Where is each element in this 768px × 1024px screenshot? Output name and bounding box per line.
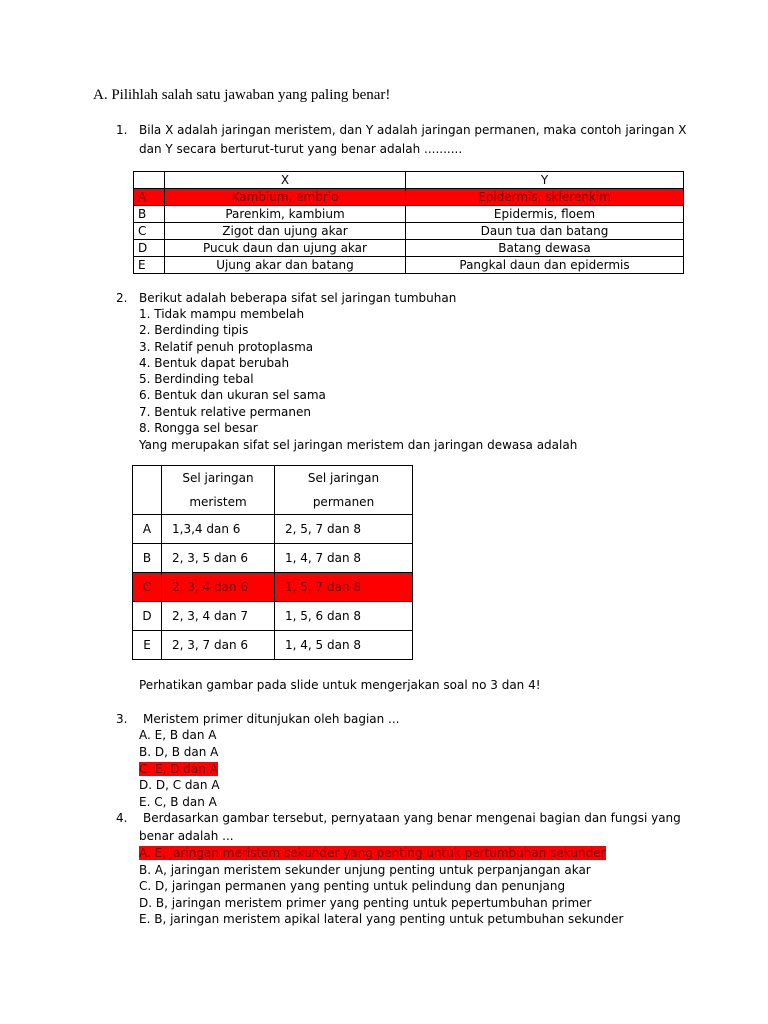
row-x: Parenkim, kambium bbox=[165, 206, 406, 223]
q3-text: Meristem primer ditunjukan oleh bagian ... bbox=[143, 712, 400, 726]
row-key: D bbox=[133, 602, 162, 631]
option-b[interactable] bbox=[139, 862, 623, 879]
q1-header-x: X bbox=[165, 172, 406, 189]
q3-number: 3. bbox=[116, 712, 128, 726]
table-row bbox=[133, 573, 413, 602]
row-permanen: 2, 5, 7 dan 8 bbox=[275, 515, 413, 544]
table-row bbox=[134, 257, 684, 274]
row-key: B bbox=[133, 544, 162, 573]
option-c[interactable] bbox=[139, 761, 220, 778]
option-e[interactable] bbox=[139, 911, 623, 928]
q4-number: 4. bbox=[116, 811, 128, 825]
option-c[interactable] bbox=[139, 878, 623, 895]
q2-header-permanen-line2: permanen bbox=[312, 495, 375, 509]
q1-header-y: Y bbox=[406, 172, 684, 189]
table-row bbox=[133, 515, 413, 544]
row-meristem: 2, 3, 4 dan 6 bbox=[162, 573, 275, 602]
option-text: E. C, B dan A bbox=[139, 795, 217, 810]
option-a[interactable] bbox=[139, 727, 220, 744]
row-meristem: 2, 3, 7 dan 6 bbox=[162, 631, 275, 660]
row-key: E bbox=[134, 257, 165, 274]
q1-text-line2: dan Y secara berturut-turut yang benar adalah .......... bbox=[139, 142, 463, 156]
list-item: 7. Bentuk relative permanen bbox=[139, 404, 311, 419]
q2-header-permanen-line1: Sel jaringan bbox=[307, 471, 380, 485]
option-text: D. B, jaringan meristem primer yang penting untuk pepertumbuhan primer bbox=[139, 895, 592, 910]
list-item: 5. Berdinding tebal bbox=[139, 372, 254, 387]
q1-number: 1. bbox=[116, 123, 128, 137]
q2-header-meristem bbox=[162, 466, 275, 515]
row-permanen: 1, 4, 7 dan 8 bbox=[275, 544, 413, 573]
table-row bbox=[134, 240, 684, 257]
q2-properties-list bbox=[139, 306, 326, 436]
table-row bbox=[133, 631, 413, 660]
table-row bbox=[133, 544, 413, 573]
option-text: A. E, B dan A bbox=[139, 728, 217, 742]
row-x: Ujung akar dan batang bbox=[165, 257, 406, 274]
option-a[interactable] bbox=[139, 845, 623, 862]
q2-header-permanen bbox=[275, 466, 413, 515]
q1-table bbox=[133, 171, 684, 274]
row-y: Epidermis, floem bbox=[406, 206, 684, 223]
row-meristem: 1,3,4 dan 6 bbox=[162, 515, 275, 544]
row-key: A bbox=[134, 189, 165, 206]
q2-text: Berikut adalah beberapa sifat sel jaringan tumbuhan bbox=[139, 291, 457, 305]
row-y: Pangkal daun dan epidermis bbox=[406, 257, 684, 274]
row-y: Epidermis, sklerenkim bbox=[406, 189, 684, 206]
q2-table-header bbox=[133, 466, 413, 515]
q1-header-key bbox=[134, 172, 165, 189]
list-item: 6. Bentuk dan ukuran sel sama bbox=[139, 388, 326, 403]
row-meristem: 2, 3, 4 dan 7 bbox=[162, 602, 275, 631]
section-heading: A. Pilihlah salah satu jawaban yang paling benar! bbox=[93, 87, 391, 103]
option-text-highlighted: A. E, jaringan meristem sekunder yang penting untuk pertumbuhan sekunder bbox=[139, 846, 606, 860]
row-key: D bbox=[134, 240, 165, 257]
list-item: 2. Berdinding tipis bbox=[139, 323, 249, 338]
list-item: 1. Tidak mampu membelah bbox=[139, 307, 305, 321]
q4-options bbox=[139, 845, 623, 928]
q2-number: 2. bbox=[116, 291, 128, 305]
table-row bbox=[134, 206, 684, 223]
row-x: Zigot dan ujung akar bbox=[165, 223, 406, 240]
q2-header-meristem-line2: meristem bbox=[189, 495, 247, 509]
row-key: A bbox=[133, 515, 162, 544]
q1-text-line1: Bila X adalah jaringan meristem, dan Y adalah jaringan permanen, maka contoh jaringan X bbox=[139, 123, 687, 137]
row-key: B bbox=[134, 206, 165, 223]
table-row bbox=[134, 223, 684, 240]
row-key: E bbox=[133, 631, 162, 660]
row-permanen: 1, 5, 7 dan 8 bbox=[275, 573, 413, 602]
q4-text-line1: Berdasarkan gambar tersebut, pernyataan yang benar mengenai bagian dan fungsi yang bbox=[143, 811, 681, 825]
option-b[interactable] bbox=[139, 744, 220, 761]
q3-options bbox=[139, 727, 220, 811]
row-permanen: 1, 5, 6 dan 8 bbox=[275, 602, 413, 631]
row-meristem: 2, 3, 5 dan 6 bbox=[162, 544, 275, 573]
q2-question: Yang merupakan sifat sel jaringan meristem dan jaringan dewasa adalah bbox=[139, 438, 578, 452]
option-text: E. B, jaringan meristem apikal lateral yang penting untuk petumbuhan sekunder bbox=[139, 912, 624, 926]
row-x: Pucuk daun dan ujung akar bbox=[165, 240, 406, 257]
option-text-highlighted: C. E, D dan A bbox=[139, 761, 218, 776]
row-x: Kambium, embrio bbox=[165, 189, 406, 206]
table-row bbox=[134, 189, 684, 206]
option-d[interactable] bbox=[139, 895, 623, 912]
list-item: 4. Bentuk dapat berubah bbox=[139, 355, 290, 370]
option-d[interactable] bbox=[139, 777, 220, 794]
list-item: 8. Rongga sel besar bbox=[139, 421, 258, 436]
q2-table bbox=[132, 465, 413, 660]
option-text: B. D, B dan A bbox=[139, 744, 219, 759]
slide-note: Perhatikan gambar pada slide untuk mengerjakan soal no 3 dan 4! bbox=[139, 678, 541, 692]
option-e[interactable] bbox=[139, 794, 220, 811]
option-text: C. D, jaringan permanen yang penting untuk pelindung dan penunjang bbox=[139, 879, 566, 893]
row-permanen: 1, 4, 5 dan 8 bbox=[275, 631, 413, 660]
option-text: B. A, jaringan meristem sekunder unjung penting untuk perpanjangan akar bbox=[139, 862, 591, 877]
q2-header-key bbox=[133, 466, 162, 515]
q2-header-meristem-line1: Sel jaringan bbox=[182, 471, 254, 485]
q4-text-line2: benar adalah ... bbox=[139, 829, 234, 843]
row-key: C bbox=[133, 573, 162, 602]
option-text: D. D, C dan A bbox=[139, 778, 220, 793]
list-item: 3. Relatif penuh protoplasma bbox=[139, 339, 314, 354]
table-row bbox=[133, 602, 413, 631]
q1-table-header bbox=[134, 172, 684, 189]
row-y: Daun tua dan batang bbox=[406, 223, 684, 240]
row-y: Batang dewasa bbox=[406, 240, 684, 257]
row-key: C bbox=[134, 223, 165, 240]
